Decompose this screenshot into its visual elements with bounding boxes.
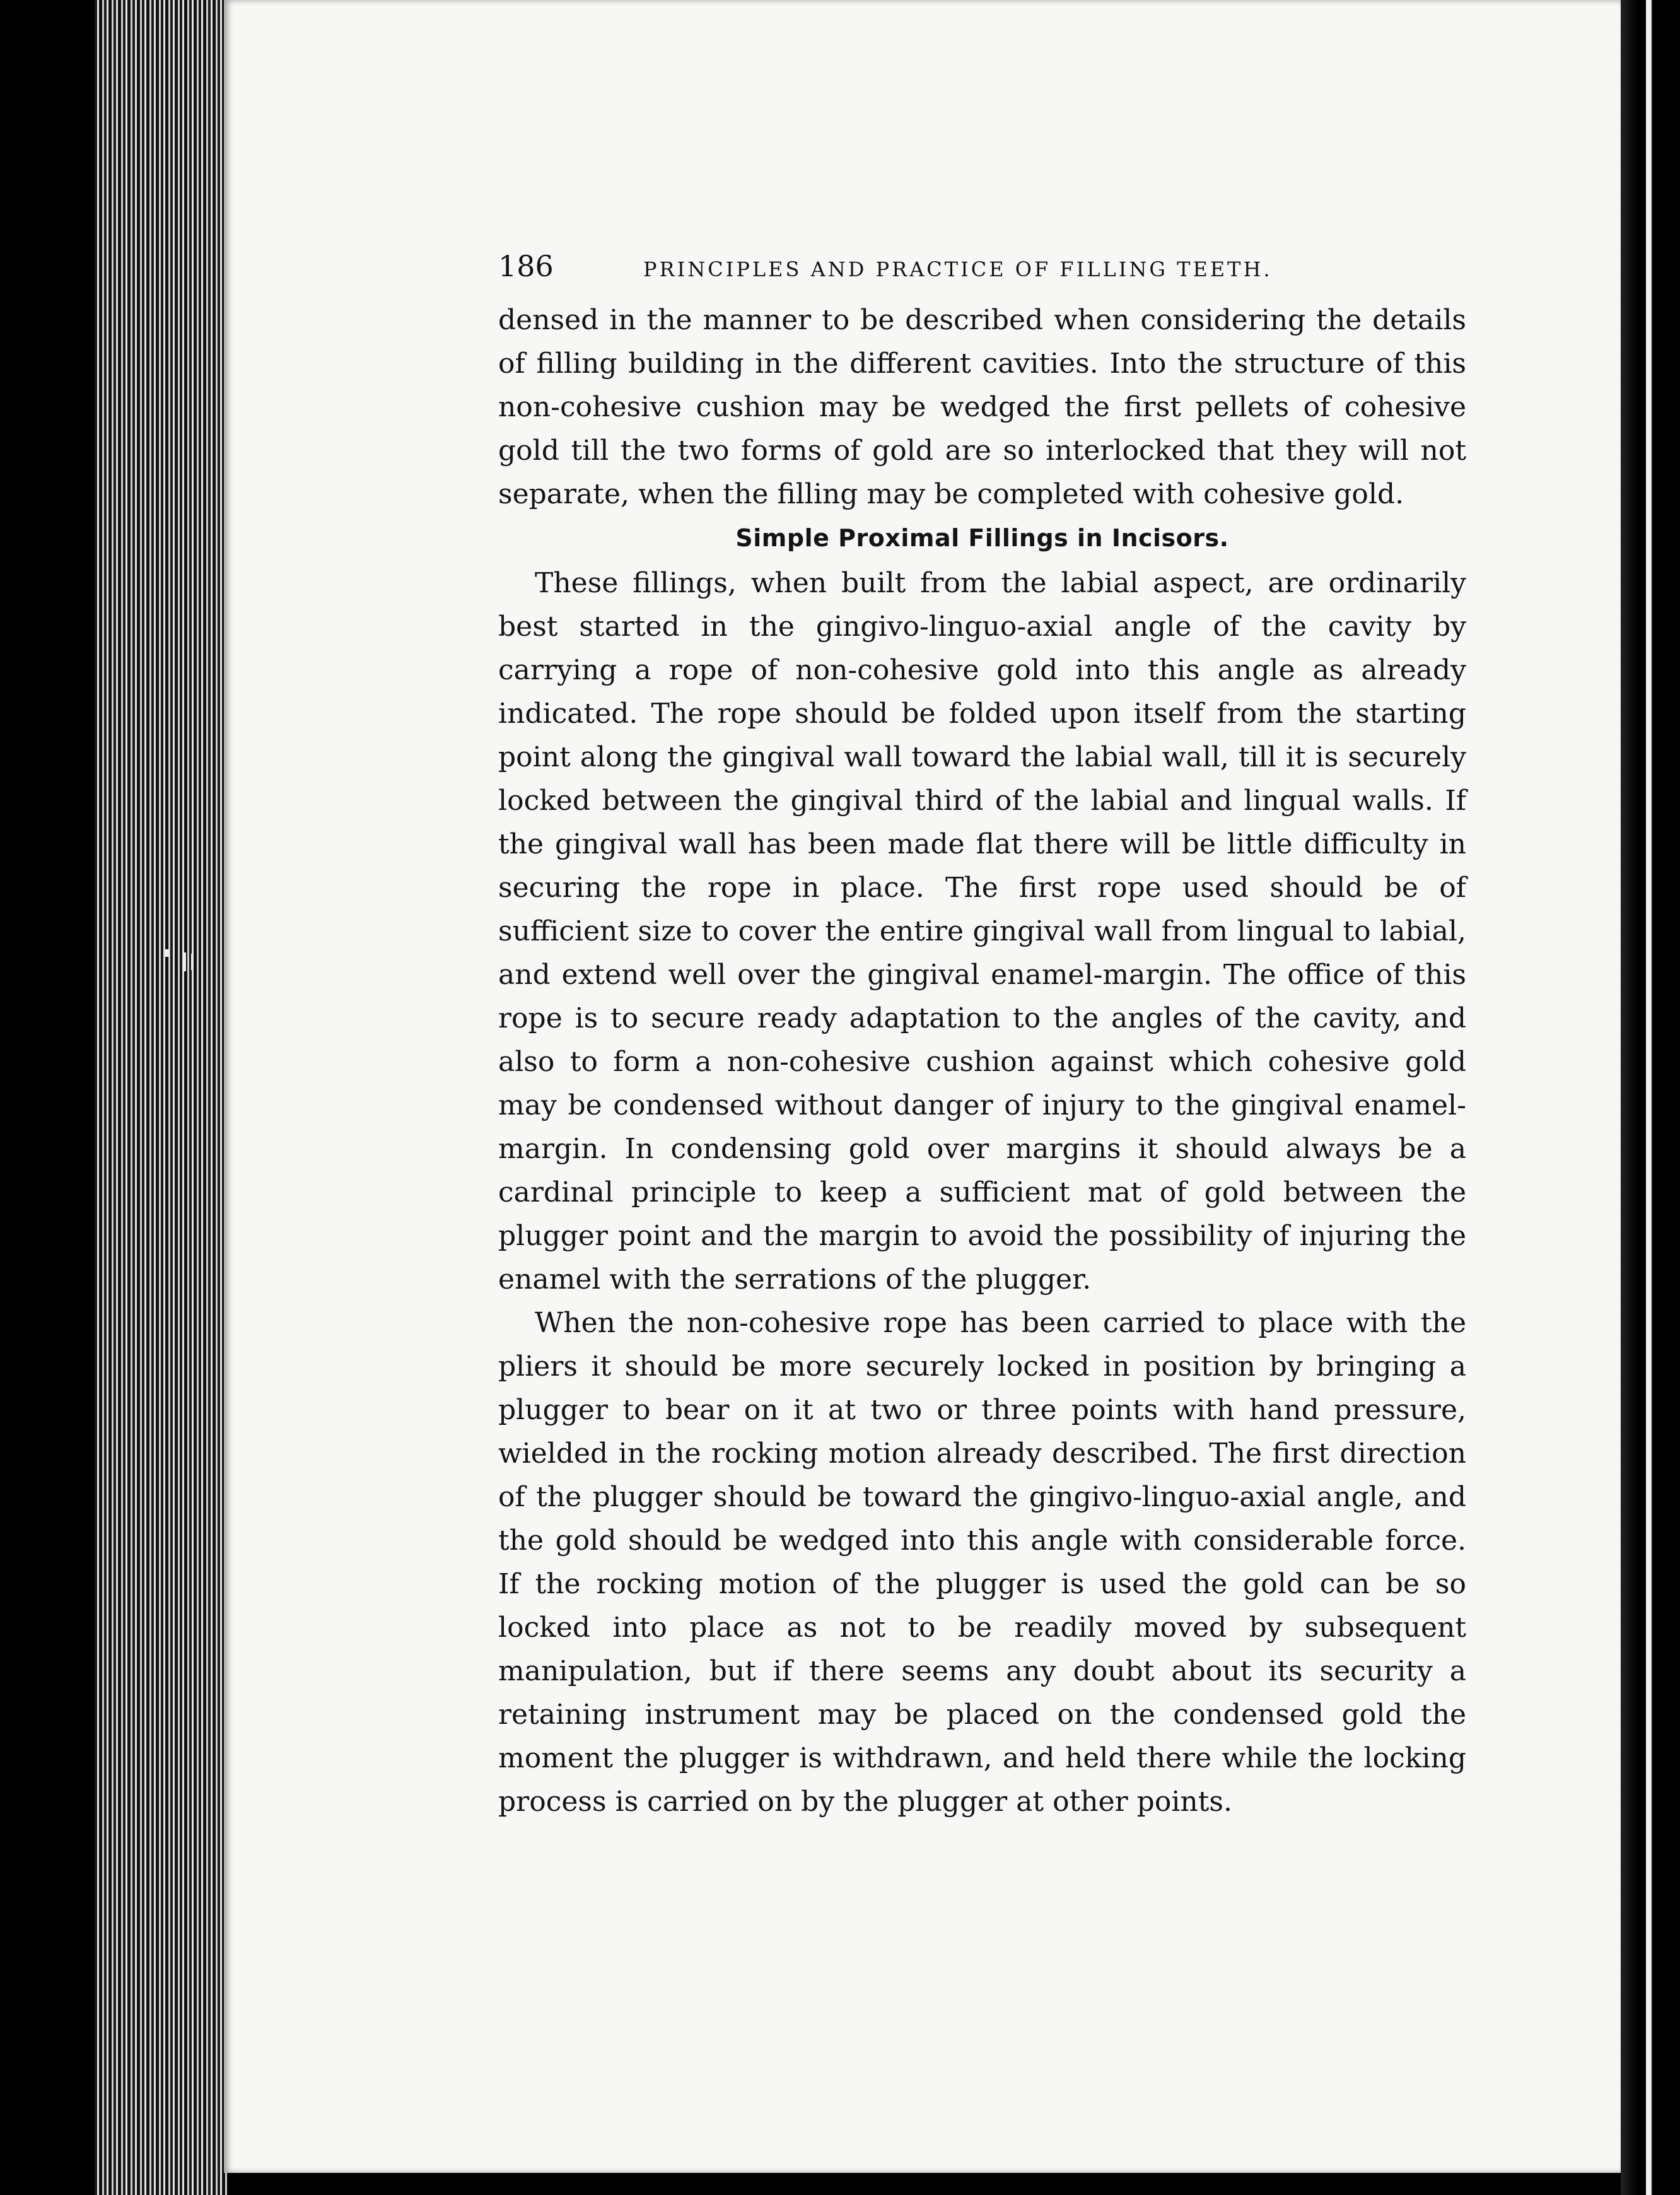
facing-page-sliver	[1646, 0, 1680, 2195]
book-page-edges	[95, 0, 227, 2195]
margin-speck	[191, 954, 194, 970]
paragraph-1: These fillings, when built from the labial aspect, are ordinarily best started in the gingivo-linguo-axial angle of the cavity by carrying a rope of non-cohesive gold into this angle as already indicated. The rope should be folded upon itself from the starting point along the gingival wall toward the labial wall, till it is securely locked between the gingival third of the labial and lingual walls. If the gingival wall has been made flat there will be little difficulty in securing the rope in place. The first rope used should be of sufficient size to cover the entire gingival wall from lingual to labial, and extend well over the gingival enamel-margin. The office of this rope is to secure ready adaptation to the angles of the cavity, and also to form a non-cohesive cushion against which cohesive gold may be condensed without danger of injury to the gingival enamel-margin. In condensing gold over margins it should always be a cardinal principle to keep a sufficient mat of gold between the plugger point and the margin to avoid the possibility of injuring the enamel with the serrations of the plugger.	[498, 567, 1466, 1296]
section-heading: Simple Proximal Fillings in Incisors.	[735, 524, 1229, 552]
margin-speck	[183, 952, 186, 971]
page-text	[498, 249, 1466, 1823]
page-number: 186	[498, 249, 554, 283]
running-title: PRINCIPLES AND PRACTICE OF FILLING TEETH.	[643, 257, 1273, 281]
continuation-paragraph: densed in the manner to be described when considering the details of filling building in the different cavities. Into the structure of this non-cohesive cushion may be wedged the first pellets of cohesive gold till the two forms of gold are so interlocked that they will not separate, when the filling may be completed with cohesive gold.	[498, 304, 1466, 510]
margin-speck	[165, 949, 169, 957]
running-head	[498, 249, 1466, 295]
paragraph-2: When the non-cohesive rope has been carried to place with the pliers it should be more securely locked in position by bringing a plugger to bear on it at two or three points with hand pressure, wielded in the rocking motion already described. The first direction of the plugger should be toward the gingivo-linguo-axial angle, and the gold should be wedged into this angle with considerable force. If the rocking motion of the plugger is used the gold can be so locked into place as not to be readily moved by subsequent manipulation, but if there seems any doubt about its security a retaining instrument may be placed on the condensed gold the moment the plugger is withdrawn, and held there while the locking process is carried on by the plugger at other points.	[498, 1307, 1466, 1818]
